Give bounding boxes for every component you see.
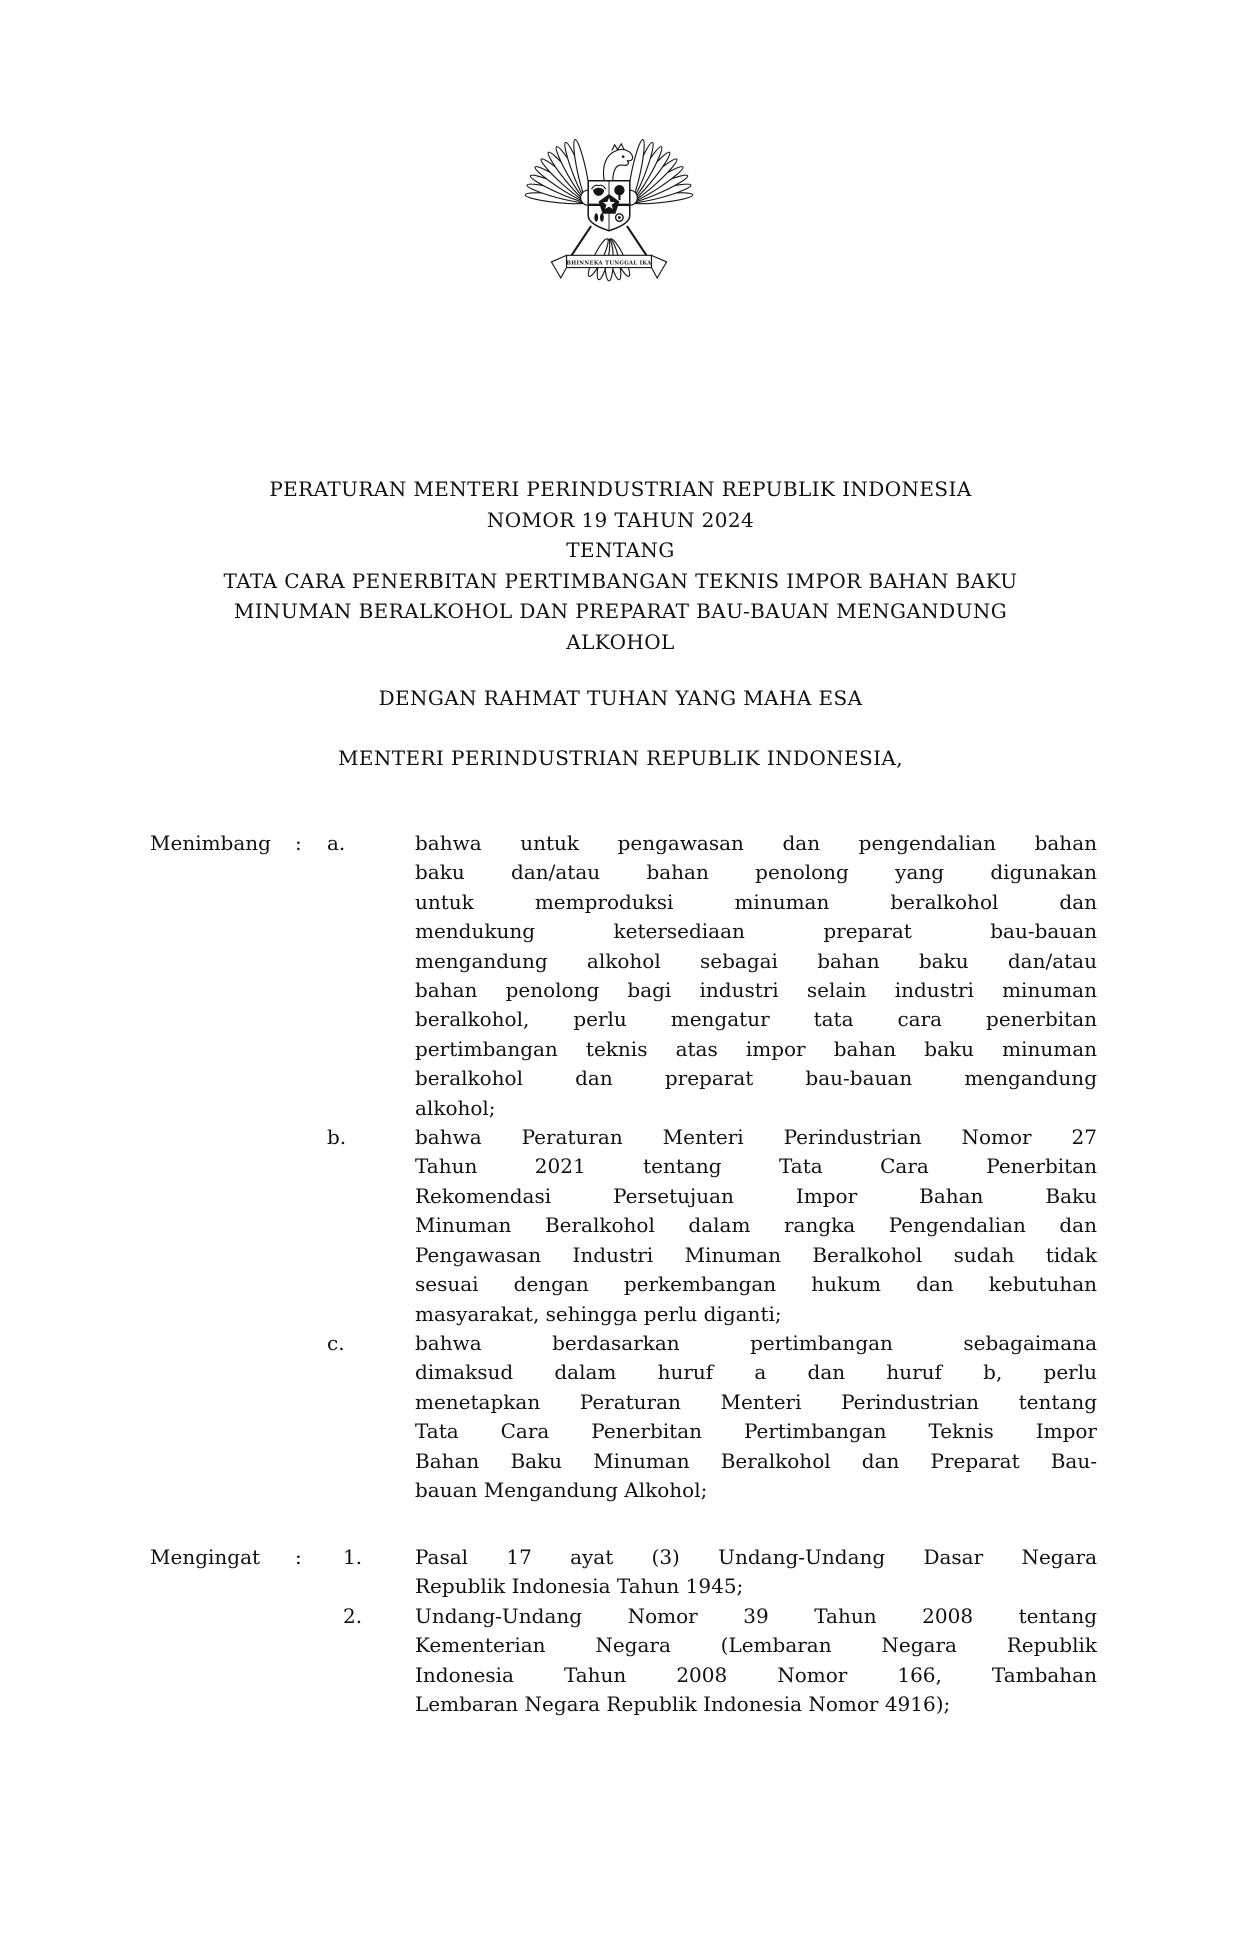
item-text-line: menetapkan Peraturan Menteri Perindustrian tentang — [415, 1389, 1097, 1414]
item-text-line: mendukung ketersediaan preparat bau-bauan — [415, 919, 1097, 944]
list-item-b — [327, 1123, 1097, 1329]
item-text-line: bahwa berdasarkan pertimbangan sebagaimana — [415, 1330, 1097, 1355]
item-text — [415, 1602, 1097, 1720]
emblem-container — [524, 122, 694, 298]
garuda-pancasila-emblem — [524, 122, 694, 298]
list-item-a — [327, 829, 1097, 1123]
title-line-subject-3: ALKOHOL — [566, 629, 675, 654]
item-marker: 2. — [343, 1603, 363, 1628]
item-marker: a. — [327, 831, 346, 855]
section-colon: : — [295, 1545, 302, 1569]
section-mengingat — [150, 1543, 1097, 1719]
item-text — [415, 1329, 1097, 1505]
title-line-number: NOMOR 19 TAHUN 2024 — [486, 507, 755, 532]
item-text-line: beralkohol dan preparat bau-bauan mengandung — [415, 1066, 1097, 1091]
invocation-line: DENGAN RAHMAT TUHAN YANG MAHA ESA — [378, 686, 863, 710]
title-line-tentang: TENTANG — [566, 538, 675, 563]
item-text-line: Minuman Beralkohol dalam rangka Pengendalian dan — [415, 1213, 1097, 1238]
list-item-c — [327, 1329, 1097, 1505]
section-items — [327, 829, 1097, 1505]
section-items — [327, 1543, 1097, 1719]
item-marker: c. — [327, 1330, 345, 1355]
title-line-institution: PERATURAN MENTERI PERINDUSTRIAN REPUBLIK INDONESIA — [269, 477, 972, 501]
item-text-line: mengandung alkohol sebagai bahan baku dan/atau — [415, 948, 1097, 973]
section-colon: : — [295, 831, 302, 855]
item-text-line: baku dan/atau bahan penolong yang digunakan — [415, 860, 1097, 885]
section-label-mengingat: Mengingat — [150, 1545, 261, 1569]
item-text-line: Kementerian Negara (Lembaran Negara Republik — [415, 1633, 1097, 1658]
item-text-line: alkohol; — [415, 1095, 496, 1120]
item-text-line: untuk memproduksi minuman beralkohol dan — [415, 889, 1097, 914]
item-text-line: bahan penolong bagi industri selain industri minuman — [415, 978, 1097, 1003]
item-text-line: Pasal 17 ayat (3) Undang-Undang Dasar Negara — [415, 1545, 1097, 1569]
section-menimbang — [150, 829, 1097, 1505]
item-text-line: sesuai dengan perkembangan hukum dan kebutuhan — [415, 1272, 1097, 1297]
item-text-line: Undang-Undang Nomor 39 Tahun 2008 tentang — [415, 1603, 1097, 1628]
item-marker: 1. — [343, 1545, 363, 1569]
emblem-ribbon-text: BHINNEKA TUNGGAL IKA — [566, 260, 652, 267]
item-text — [415, 1543, 1097, 1602]
title-line-subject-1: TATA CARA PENERBITAN PERTIMBANGAN TEKNIS IMPOR BAHAN BAKU — [223, 568, 1018, 593]
item-text-line: Pengawasan Industri Minuman Beralkohol sudah tidak — [415, 1242, 1097, 1267]
item-text-line: Tahun 2021 tentang Tata Cara Penerbitan — [415, 1154, 1097, 1179]
item-text-line: bahwa untuk pengawasan dan pengendalian bahan — [415, 831, 1097, 855]
list-item-2 — [327, 1602, 1097, 1720]
title-line-subject-2: MINUMAN BERALKOHOL DAN PREPARAT BAU-BAUAN MENGANDUNG — [233, 599, 1008, 624]
list-item-1 — [327, 1543, 1097, 1602]
item-text-line: bahwa Peraturan Menteri Perindustrian Nomor 27 — [415, 1125, 1097, 1150]
item-text-line: pertimbangan teknis atas impor bahan baku minuman — [415, 1036, 1097, 1061]
item-text-line: Tata Cara Penerbitan Pertimbangan Teknis Impor — [415, 1419, 1097, 1444]
section-label-menimbang: Menimbang — [150, 831, 271, 855]
item-text-line: dimaksud dalam huruf a dan huruf b, perlu — [415, 1360, 1097, 1385]
item-marker: b. — [327, 1125, 347, 1150]
regulation-title-block — [147, 474, 1094, 658]
item-text-line: Republik Indonesia Tahun 1945; — [415, 1574, 744, 1599]
eagle-head — [603, 144, 632, 182]
item-text-line: Lembaran Negara Republik Indonesia Nomor 4916); — [415, 1692, 951, 1717]
item-text-line: Indonesia Tahun 2008 Nomor 166, Tambahan — [415, 1662, 1097, 1687]
item-text-line: masyarakat, sehingga perlu diganti; — [415, 1301, 782, 1326]
item-text-line: Rekomendasi Persetujuan Impor Bahan Baku — [415, 1183, 1097, 1208]
item-text-line: bauan Mengandung Alkohol; — [415, 1477, 708, 1502]
pancasila-shield — [588, 181, 630, 231]
item-text — [415, 1123, 1097, 1329]
item-text-line: beralkohol, perlu mengatur tata cara penerbitan — [415, 1007, 1097, 1032]
authority-line: MENTERI PERINDUSTRIAN REPUBLIK INDONESIA, — [337, 746, 904, 770]
item-text — [415, 829, 1097, 1123]
item-text-line: Bahan Baku Minuman Beralkohol dan Preparat Bau- — [415, 1448, 1097, 1473]
